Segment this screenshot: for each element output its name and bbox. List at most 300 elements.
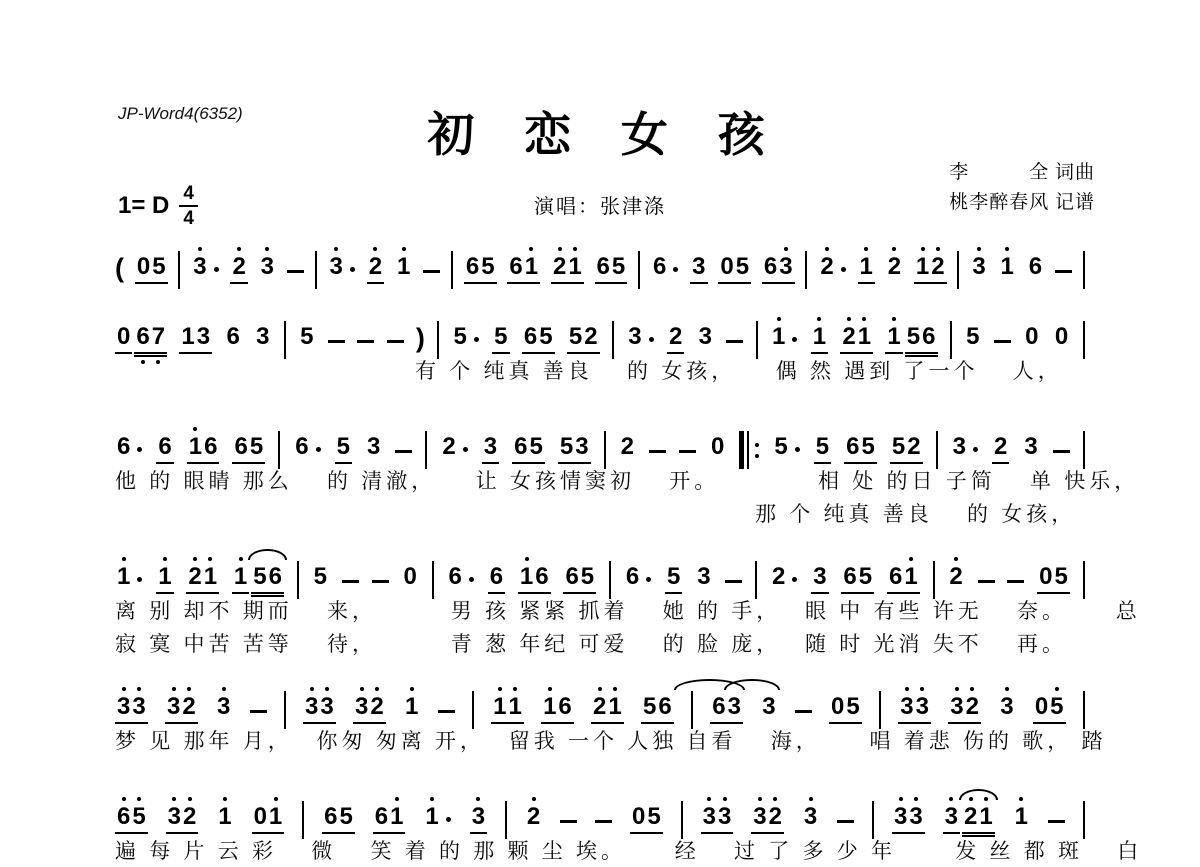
note-core [858, 255, 875, 284]
note-digit: 6 [117, 433, 131, 460]
augmentation-dot [463, 447, 468, 452]
note-digit: 1 [424, 805, 439, 829]
note-token [403, 695, 420, 724]
note-digit: 5 [735, 253, 750, 280]
note-digit: 1 [1014, 805, 1029, 829]
note-digit: 6 [652, 253, 667, 280]
note-core [187, 435, 220, 464]
note-token [115, 435, 143, 464]
note-digit: 1 [812, 325, 827, 349]
music-system-3 [115, 418, 1140, 530]
augmentation-dot [469, 577, 474, 582]
note-core [232, 565, 249, 594]
note-digit: 5 [1054, 563, 1068, 590]
note-token [943, 805, 960, 834]
note-group [943, 805, 995, 834]
barline [284, 691, 286, 729]
note-digit: 3 [354, 695, 369, 719]
duration-dash [725, 580, 742, 583]
note-digit: 0 [403, 563, 417, 590]
note-token [230, 255, 247, 284]
note-core [259, 255, 276, 284]
note-token [365, 435, 382, 464]
note-digit: 1 [396, 255, 411, 279]
note-digit: 1 [524, 255, 539, 279]
note-digit: 2 [187, 565, 202, 589]
note-digit: 6 [448, 563, 462, 590]
note-digit: 1 [542, 695, 557, 719]
note-digit: 5 [529, 433, 543, 460]
note-digit: 6 [509, 253, 523, 280]
duration-dash [372, 580, 389, 583]
note-core [844, 435, 877, 464]
note-digit: 3 [192, 255, 207, 279]
note-token [464, 255, 497, 284]
barline [297, 561, 299, 599]
note-token [829, 695, 862, 724]
note-digit: 3 [216, 695, 231, 719]
barline [425, 431, 427, 469]
note-core [886, 255, 903, 284]
note-digit: 6 [135, 325, 150, 349]
note-token [619, 435, 636, 464]
note-core [215, 695, 232, 724]
note-token [914, 255, 947, 284]
octave-dot-above [613, 687, 617, 691]
note-digit: 1 [978, 805, 993, 829]
note-digit: 5 [647, 803, 661, 830]
augmentation-dot [792, 577, 797, 582]
note-digit: 1 [116, 565, 131, 589]
note-token [402, 565, 419, 594]
note-token [367, 255, 384, 284]
note-digit: 2 [231, 255, 246, 279]
note-token [488, 565, 505, 594]
note-token [1037, 565, 1070, 594]
note-digit: 3 [196, 323, 211, 350]
note-core [697, 325, 714, 354]
octave-dot-above [809, 797, 813, 801]
note-token [156, 565, 173, 594]
note-core [619, 435, 636, 464]
note-digit: 6 [204, 433, 218, 460]
note-core [522, 325, 555, 354]
octave-dot-above [122, 687, 126, 691]
duration-dash [395, 450, 412, 453]
octave-dot-above [920, 687, 924, 691]
note-token [522, 325, 555, 354]
octave-dot-above [573, 247, 577, 251]
augmentation-dot [316, 447, 321, 452]
note-token [259, 255, 276, 284]
note-core [423, 805, 440, 834]
note-core [1023, 325, 1040, 354]
note-token [651, 255, 679, 284]
note-core [840, 325, 873, 354]
octave-dot-above [265, 247, 269, 251]
note-core [1037, 565, 1070, 594]
note-token [187, 435, 220, 464]
note-digit: 3 [256, 323, 270, 350]
note-digit: 6 [489, 563, 504, 590]
note-digit: 3 [260, 255, 275, 279]
note-core [179, 325, 212, 354]
barline [505, 801, 507, 839]
note-digit: 0 [1054, 323, 1069, 350]
note-token [322, 805, 355, 834]
note-digit: 5 [152, 253, 166, 280]
octave-dot-above [914, 797, 918, 801]
note-token [811, 325, 828, 354]
note-digit: 5 [861, 433, 875, 460]
note-token [710, 695, 743, 724]
note-core [890, 435, 923, 464]
note-digit: 5 [339, 803, 353, 830]
note-token [353, 695, 386, 724]
note-digit: 0 [1025, 323, 1039, 350]
note-digit: 1 [233, 565, 248, 589]
note-digit: 5 [249, 433, 264, 460]
barline [691, 691, 693, 729]
octave-dot-above [954, 557, 958, 561]
note-core [230, 255, 247, 284]
note-core [595, 255, 628, 284]
note-digit: 5 [1049, 695, 1064, 719]
note-digit: 3 [167, 805, 182, 829]
duration-dash [679, 450, 696, 453]
note-digit: 0 [1034, 693, 1049, 720]
barline [957, 251, 959, 289]
note-token [770, 325, 798, 354]
barline [604, 431, 606, 469]
note-digit: 5 [300, 323, 314, 350]
note-core [367, 255, 384, 284]
augmentation-dot [792, 337, 797, 342]
note-core [558, 435, 591, 464]
note-token [641, 695, 674, 724]
note-token [541, 695, 574, 724]
note-token [992, 435, 1009, 464]
notes-row [115, 308, 1085, 354]
note-core [567, 325, 600, 354]
octave-dot-above [223, 797, 227, 801]
octave-dot-above [310, 687, 314, 691]
note-digit: 3 [575, 433, 589, 460]
note-digit: 6 [226, 323, 240, 350]
note-token [482, 435, 499, 464]
note-digit: 1 [903, 565, 918, 589]
octave-dot-above [410, 687, 414, 691]
note-digit: 6 [558, 693, 572, 720]
note-core [641, 695, 674, 724]
note-core [760, 695, 777, 724]
note-digit: 0 [1039, 563, 1053, 590]
note-token [1027, 255, 1044, 284]
note-token [166, 805, 199, 834]
note-digit: 1 [217, 805, 232, 829]
duration-dash [423, 270, 440, 273]
octave-dot-above [773, 797, 777, 801]
note-token [844, 435, 877, 464]
note-token [491, 695, 524, 724]
octave-dot-above [187, 687, 191, 691]
note-digit: 2 [965, 695, 980, 719]
note-core [964, 325, 981, 354]
note-core [701, 805, 734, 834]
note-digit: 6 [763, 253, 778, 280]
note-digit: 5 [846, 693, 860, 720]
note-token [624, 565, 652, 594]
octave-dot-above [977, 247, 981, 251]
note-digit: 3 [899, 695, 914, 719]
note-core [335, 435, 352, 464]
note-token [298, 325, 315, 354]
note-token [135, 255, 168, 284]
barline [437, 321, 439, 359]
note-digit: 3 [813, 563, 827, 590]
note-digit: 3 [944, 805, 959, 829]
music-system-4 [115, 548, 1141, 660]
note-token [512, 435, 545, 464]
note-token [1053, 325, 1070, 354]
note-core [914, 255, 947, 284]
note-token [156, 435, 173, 464]
note-core [1027, 255, 1044, 284]
octave-dot-above [723, 797, 727, 801]
note-token [134, 325, 167, 354]
note-digit: 2 [526, 805, 541, 829]
note-digit: 3 [778, 255, 793, 279]
note-group [885, 325, 937, 354]
note-token [312, 565, 329, 594]
note-core [232, 435, 265, 464]
note-core [951, 435, 968, 464]
octave-dot-above [360, 687, 364, 691]
key-label: 1= D [118, 192, 170, 219]
note-core [115, 805, 148, 834]
octave-dot-above [198, 247, 202, 251]
note-core [811, 325, 828, 354]
octave-dot-above [274, 797, 278, 801]
note-digit: 5 [253, 563, 267, 590]
note-digit: 6 [846, 433, 860, 460]
duration-dash [595, 820, 612, 823]
note-group [115, 325, 167, 354]
octave-dot-above [208, 557, 212, 561]
song-title: 初 恋 女 孩 [427, 110, 773, 162]
barline [472, 691, 474, 729]
note-token [999, 255, 1016, 284]
note-core [690, 255, 707, 284]
barline [1083, 431, 1085, 469]
barline [638, 251, 640, 289]
note-digit: 3 [319, 695, 334, 719]
note-token [770, 565, 798, 594]
note-token [1023, 325, 1040, 354]
note-digit: 5 [643, 693, 657, 720]
note-core [115, 325, 132, 354]
octave-dot-above [237, 247, 241, 251]
note-token [518, 565, 551, 594]
octave-dot-above [1005, 687, 1009, 691]
note-digit: 3 [952, 433, 967, 460]
note-core [814, 435, 831, 464]
octave-dot-above [707, 797, 711, 801]
note-core [892, 805, 925, 834]
note-core [1022, 435, 1039, 464]
note-token [858, 255, 875, 284]
note-digit: 2 [772, 563, 786, 590]
note-token [373, 805, 406, 834]
note-digit: 6 [295, 433, 309, 460]
note-token [667, 325, 684, 354]
barline [1083, 321, 1085, 359]
duration-dash [328, 340, 345, 343]
duration-dash [438, 710, 455, 713]
note-core [134, 325, 167, 354]
note-token [818, 255, 846, 284]
note-digit: 1 [389, 805, 404, 829]
note-digit: 3 [971, 255, 986, 279]
octave-dot-below [141, 360, 145, 364]
note-core [1013, 805, 1030, 834]
octave-dot-above [163, 557, 167, 561]
note-digit: 3 [483, 433, 498, 460]
note-core [624, 565, 641, 594]
performer-line: 演唱：张津涤 [534, 196, 666, 218]
note-token [440, 435, 468, 464]
note-token [115, 805, 148, 834]
note-digit: 2 [768, 805, 783, 829]
octave-dot-above [817, 317, 821, 321]
lyrics-line: 有 个 纯真 善良 的 女孩， 偶 然 遇到 了一个 人， [415, 359, 1063, 383]
note-token [962, 805, 995, 834]
repeat-dot [755, 443, 759, 447]
octave-dot-above [784, 247, 788, 251]
octave-dot-above [525, 557, 529, 561]
note-core [353, 695, 386, 724]
note-digit: 0 [632, 803, 646, 830]
barline [1083, 251, 1085, 289]
note-token [335, 435, 352, 464]
octave-dot-above [905, 687, 909, 691]
octave-dot-above [334, 247, 338, 251]
note-token [252, 805, 285, 834]
note-digit: 3 [329, 255, 344, 279]
note-digit: 2 [182, 805, 197, 829]
octave-dot-above [325, 687, 329, 691]
note-digit: 5 [336, 433, 350, 460]
note-core [186, 565, 219, 594]
note-core [591, 695, 624, 724]
note-core [135, 255, 168, 284]
duration-dash [726, 340, 743, 343]
note-digit: 1 [857, 325, 872, 349]
octave-dot-above [892, 247, 896, 251]
note-digit: 7 [151, 325, 166, 349]
note-digit: 3 [366, 433, 381, 460]
note-digit: 2 [907, 433, 921, 460]
note-core [298, 325, 315, 354]
note-token [905, 325, 938, 354]
note-digit: 2 [963, 805, 978, 829]
note-digit: 1 [157, 565, 172, 589]
note-digit: 2 [841, 325, 856, 349]
note-token [1033, 695, 1066, 724]
note-token [630, 805, 663, 834]
note-token [447, 565, 475, 594]
note-digit: 6 [523, 323, 538, 350]
note-digit: 1 [519, 565, 534, 589]
duration-dash [1053, 450, 1070, 453]
note-digit: 5 [966, 323, 980, 350]
score [115, 0, 1143, 863]
note-core [651, 255, 668, 284]
note-digit: 6 [625, 563, 640, 590]
octave-dot-above [375, 687, 379, 691]
note-core [1053, 325, 1070, 354]
note-digit: 0 [720, 253, 734, 280]
repeat-begin-sign [739, 431, 759, 469]
note-digit: 3 [908, 805, 923, 829]
octave-dot-above [193, 557, 197, 561]
note-digit: 1 [268, 805, 283, 829]
augmentation-dot [841, 267, 846, 272]
octave-dot-above [529, 247, 533, 251]
barline [1083, 801, 1085, 839]
note-digit: 3 [762, 693, 776, 720]
note-digit: 3 [116, 695, 131, 719]
note-digit: 5 [313, 563, 328, 590]
augmentation-dot [137, 447, 142, 452]
note-core [999, 255, 1016, 284]
note-digit: 6 [712, 693, 726, 720]
note-token [179, 325, 212, 354]
note-core [818, 255, 835, 284]
octave-dot-above [558, 247, 562, 251]
octave-dot-above [970, 687, 974, 691]
barline [879, 691, 881, 729]
note-token [665, 565, 682, 594]
note-core [251, 565, 284, 594]
octave-dot-above [137, 797, 141, 801]
note-core [328, 255, 345, 284]
note-digit: 2 [819, 255, 834, 279]
note-token [451, 325, 479, 354]
music-system-2 [115, 308, 1085, 387]
duration-dash [795, 710, 812, 713]
note-core [402, 565, 419, 594]
note-core [293, 435, 310, 464]
octave-dot-above [899, 797, 903, 801]
note-token [948, 695, 981, 724]
note-digit: 3 [131, 695, 146, 719]
notes-row [115, 548, 1085, 594]
note-token [841, 565, 874, 594]
octave-dot-above [239, 557, 243, 561]
augmentation-dot [795, 447, 800, 452]
duration-dash [1055, 270, 1072, 273]
octave-dot-above [847, 317, 851, 321]
note-core [695, 565, 712, 594]
note-digit: 2 [181, 695, 196, 719]
augmentation-dot [673, 267, 678, 272]
duration-dash [357, 340, 374, 343]
octave-dot-above [222, 687, 226, 691]
note-digit: 5 [559, 433, 574, 460]
note-core [166, 805, 199, 834]
note-token [751, 805, 784, 834]
